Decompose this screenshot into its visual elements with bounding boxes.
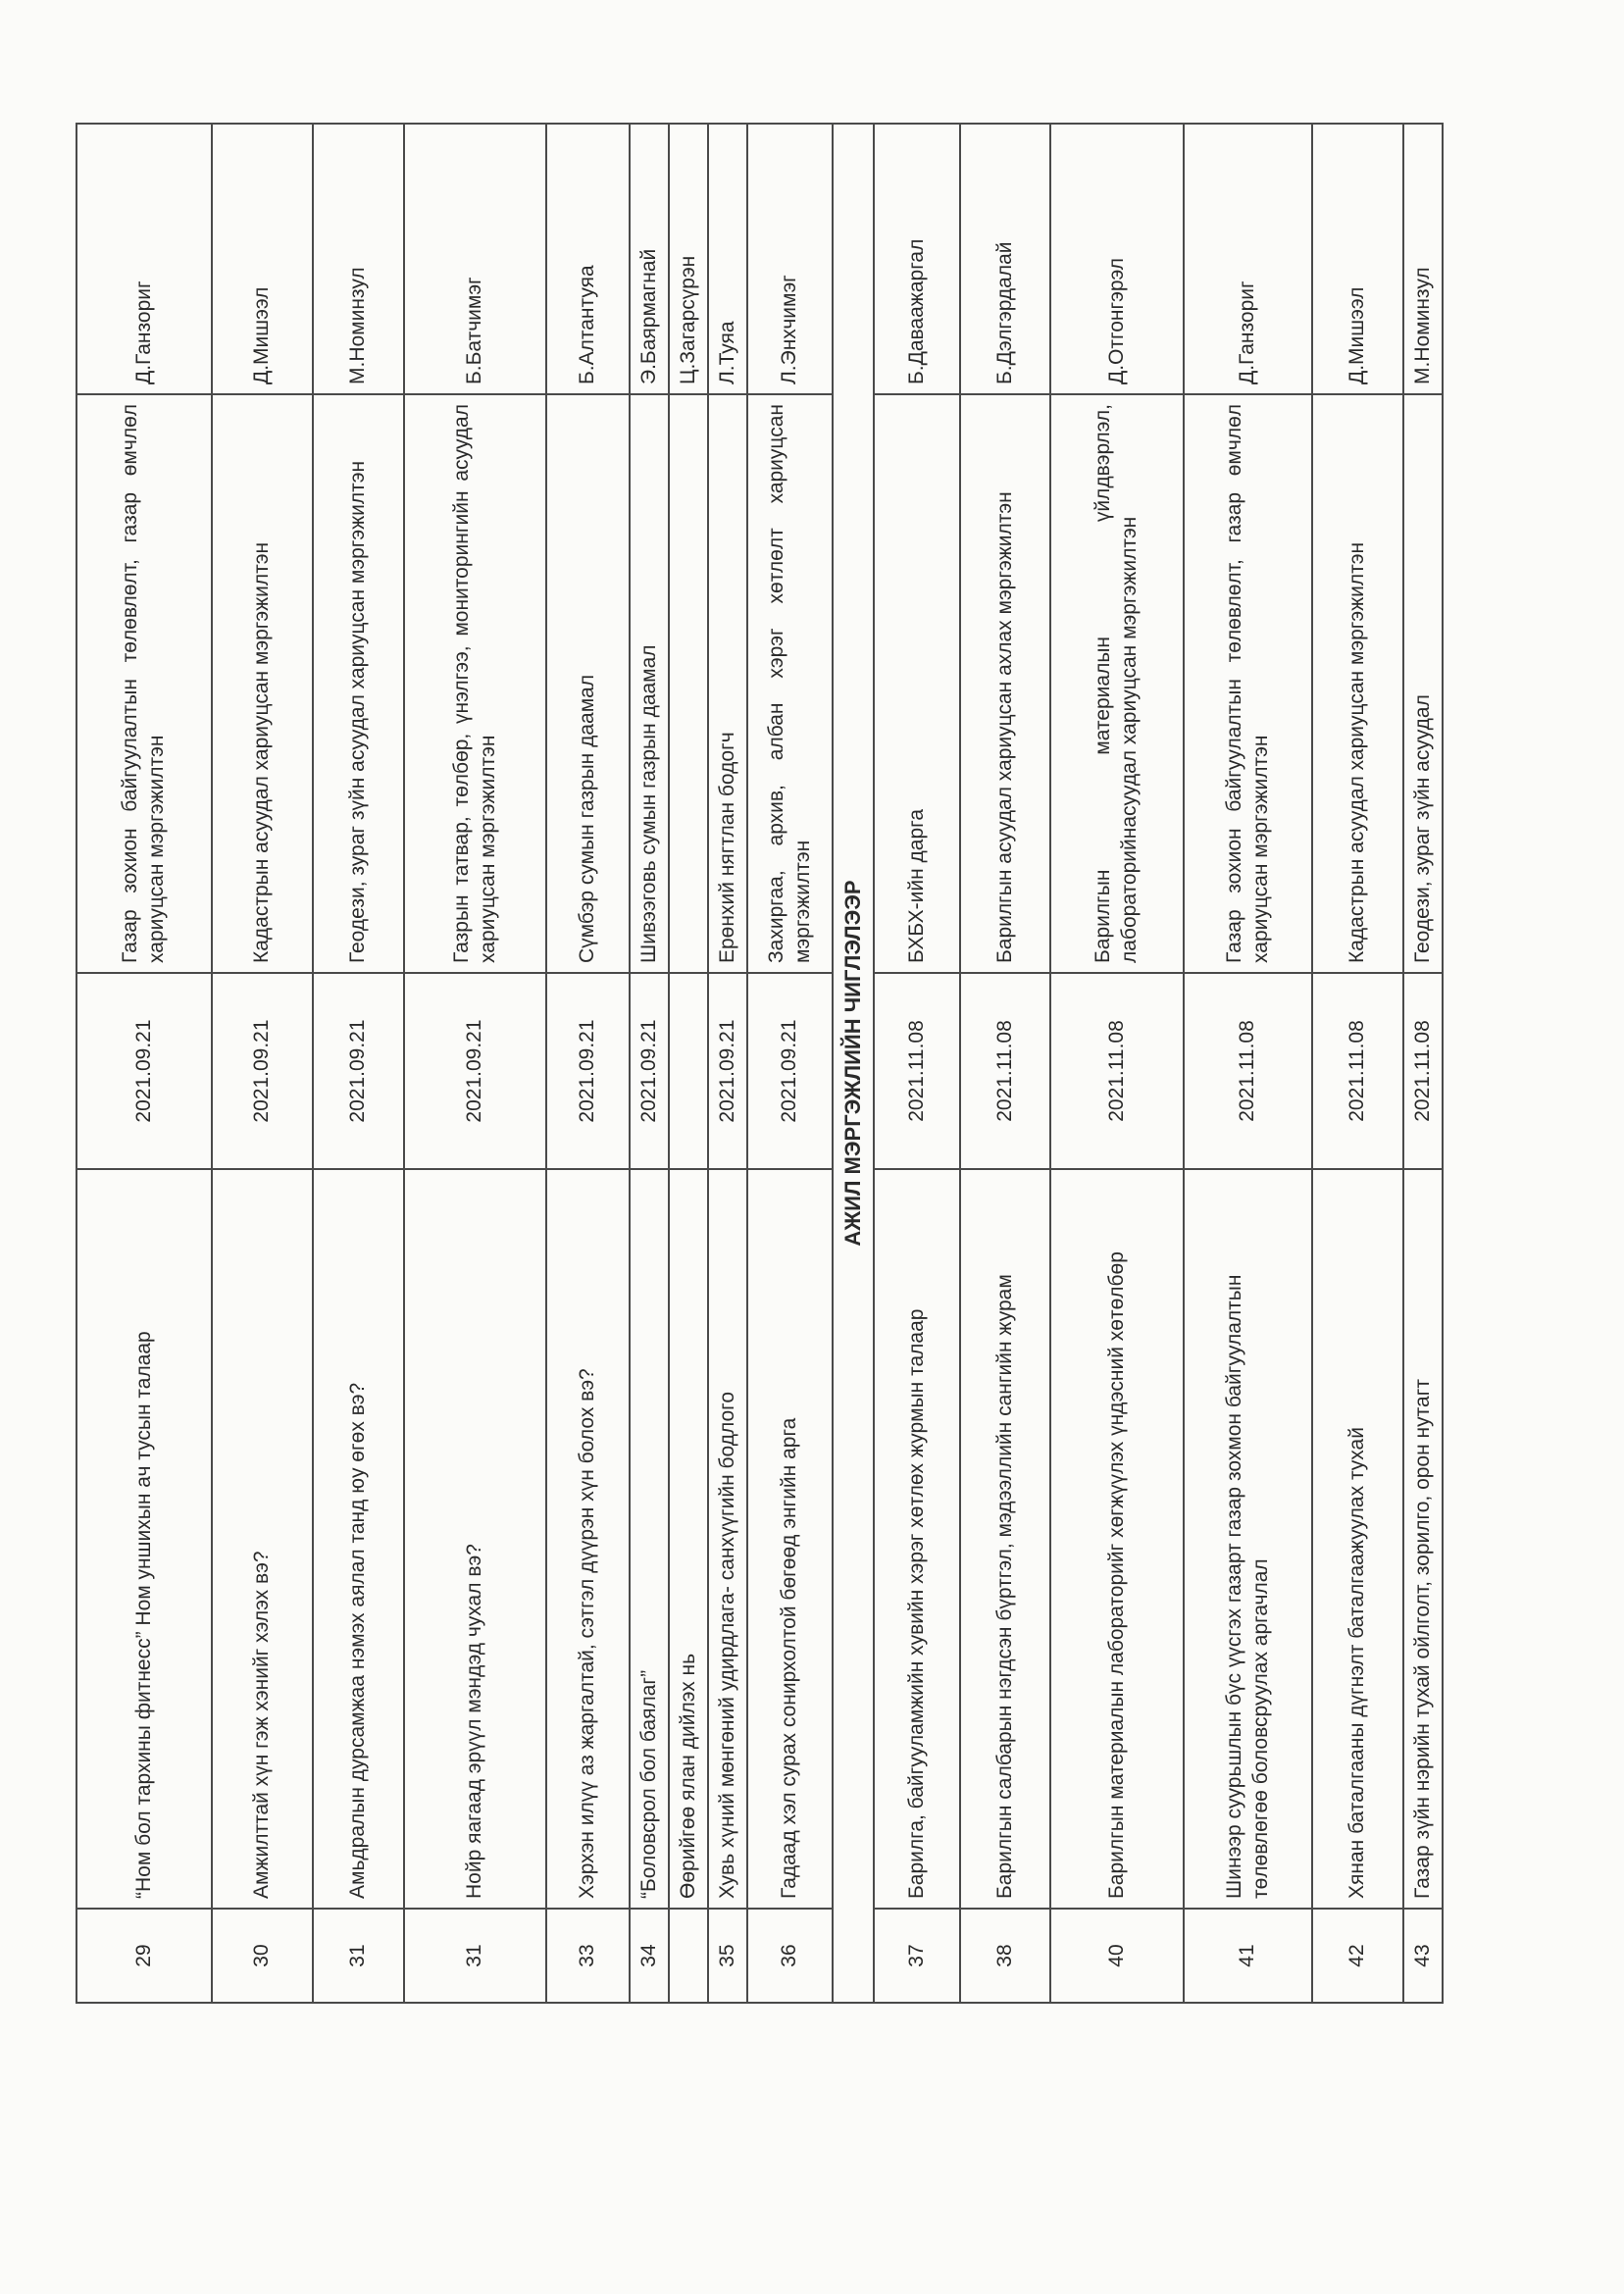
row-number: 38 <box>960 1909 1050 2003</box>
date-cell: 2021.11.08 <box>1050 973 1184 1169</box>
topic-cell: Хянан баталгааны дүгнэлт баталгаажуулах тухай <box>1312 1169 1403 1909</box>
topic-cell: Өөрийгөө ялан дийлэх нь <box>669 1169 708 1909</box>
table-row <box>404 124 546 2003</box>
row-number: 31 <box>313 1909 404 2003</box>
topic-cell: Газар зүйн нэрийн тухай ойлголт, зорилго, орон нутагт <box>1403 1169 1443 1909</box>
table-row <box>546 124 630 2003</box>
name-cell: Б.Дэлгэрдалай <box>960 124 1050 394</box>
table-row <box>313 124 404 2003</box>
name-cell: Л.Энхчимэг <box>747 124 833 394</box>
name-cell: Д.Отгонгэрэл <box>1050 124 1184 394</box>
name-cell: Ц.Загарсүрэн <box>669 124 708 394</box>
section-row <box>833 124 874 2003</box>
position-cell: Захиргаа, архив, албан хэрэг хөтлөлт хариуцсан мэргэжилтэн <box>747 394 833 973</box>
date-cell: 2021.09.21 <box>630 973 669 1169</box>
name-cell: Д.Ганзориг <box>1184 124 1312 394</box>
position-cell: Шивээговь сумын газрын даамал <box>630 394 669 973</box>
date-cell: 2021.09.21 <box>747 973 833 1169</box>
row-number: 37 <box>874 1909 960 2003</box>
position-cell: Кадастрын асуудал хариуцсан мэргэжилтэн <box>1312 394 1403 973</box>
position-cell: Сүмбэр сумын газрын даамал <box>546 394 630 973</box>
row-number: 31 <box>404 1909 546 2003</box>
date-cell: 2021.11.08 <box>1184 973 1312 1169</box>
position-cell: Ерөнхий нягтлан бодогч <box>708 394 747 973</box>
position-cell <box>669 394 708 973</box>
position-cell: Барилгын материалын үйлдвэрлэл, лабораторийнасуудал хариуцсан мэргэжилтэн <box>1050 394 1184 973</box>
row-number: 30 <box>212 1909 313 2003</box>
topic-cell: Барилгын салбарын нэгдсэн бүртгэл, мэдээллийн сангийн журам <box>960 1169 1050 1909</box>
topic-cell: “Ном бол тархины фитнесс” Ном уншихын ач тусын талаар <box>76 1169 212 1909</box>
date-cell: 2021.11.08 <box>1312 973 1403 1169</box>
table-row <box>874 124 960 2003</box>
date-cell: 2021.11.08 <box>1403 973 1443 1169</box>
position-cell: БХБХ-ийн дарга <box>874 394 960 973</box>
date-cell: 2021.11.08 <box>874 973 960 1169</box>
topic-cell: “Боловсрол бол баялаг” <box>630 1169 669 1909</box>
name-cell: Л.Туяа <box>708 124 747 394</box>
name-cell: Б.Алтантуяа <box>546 124 630 394</box>
name-cell: М.Номинзул <box>1403 124 1443 394</box>
row-number: 35 <box>708 1909 747 2003</box>
name-cell: Д.Мишээл <box>1312 124 1403 394</box>
name-cell: Д.Ганзориг <box>76 124 212 394</box>
table-row <box>960 124 1050 2003</box>
table-row <box>1312 124 1403 2003</box>
date-cell <box>669 973 708 1169</box>
date-cell: 2021.09.21 <box>546 973 630 1169</box>
topic-cell: Шинээр суурьшлын бүс үүсгэх газарт газар зохмон байгуулалтын төлөвлөгөө боловсруулах аргачлал <box>1184 1169 1312 1909</box>
row-number: 40 <box>1050 1909 1184 2003</box>
date-cell: 2021.11.08 <box>960 973 1050 1169</box>
row-number: 33 <box>546 1909 630 2003</box>
position-cell: Геодези, зураг зүйн асуудал хариуцсан мэргэжилтэн <box>313 394 404 973</box>
date-cell: 2021.09.21 <box>708 973 747 1169</box>
topic-cell: Нойр яагаад эрүүл мэндэд чухал вэ? <box>404 1169 546 1909</box>
section-heading: АЖИЛ МЭРГЭЖЛИЙН ЧИГЛЭЛЭЭР <box>833 124 874 2003</box>
topic-cell: Барилгын материалын лабораторийг хөгжүүлэх үндэсний хөтөлбөр <box>1050 1169 1184 1909</box>
date-cell: 2021.09.21 <box>313 973 404 1169</box>
row-number: 41 <box>1184 1909 1312 2003</box>
name-cell: Д.Мишээл <box>212 124 313 394</box>
table-row <box>747 124 833 2003</box>
date-cell: 2021.09.21 <box>212 973 313 1169</box>
table-row <box>1403 124 1443 2003</box>
position-cell: Барилгын асуудал хариуцсан ахлах мэргэжилтэн <box>960 394 1050 973</box>
row-number: 34 <box>630 1909 669 2003</box>
row-number: 36 <box>747 1909 833 2003</box>
row-number: 42 <box>1312 1909 1403 2003</box>
topic-cell: Хэрхэн илүү аз жаргалтай, сэтгэл дүүрэн хүн болох вэ? <box>546 1169 630 1909</box>
training-schedule-table <box>76 123 1444 2004</box>
position-cell: Кадастрын асуудал хариуцсан мэргэжилтэн <box>212 394 313 973</box>
date-cell: 2021.09.21 <box>76 973 212 1169</box>
topic-cell: Амжилттай хүн гэж хэнийг хэлэх вэ? <box>212 1169 313 1909</box>
topic-cell: Амьдралын дурсамжаа нэмэх аялал танд юу өгөх вэ? <box>313 1169 404 1909</box>
row-number: 29 <box>76 1909 212 2003</box>
position-cell: Газар зохион байгуулалтын төлөвлөлт, газар өмчлөл хариуцсан мэргэжилтэн <box>76 394 212 973</box>
table-row <box>76 124 212 2003</box>
table-row <box>669 124 708 2003</box>
table-row <box>1184 124 1312 2003</box>
position-cell: Газар зохион байгуулалтын төлөвлөлт, газар өмчлөл хариуцсан мэргэжилтэн <box>1184 394 1312 973</box>
name-cell: Б.Даваажаргал <box>874 124 960 394</box>
position-cell: Геодези, зураг зүйн асуудал <box>1403 394 1443 973</box>
table-row <box>708 124 747 2003</box>
topic-cell: Барилга, байгууламжийн хувийн хэрэг хөтлөх журмын талаар <box>874 1169 960 1909</box>
table-row <box>630 124 669 2003</box>
name-cell: Б.Батчимэг <box>404 124 546 394</box>
topic-cell: Хувь хүний мөнгөний удирдлага- санхүүгийн бодлого <box>708 1169 747 1909</box>
row-number: 43 <box>1403 1909 1443 2003</box>
name-cell: М.Номинзул <box>313 124 404 394</box>
table-row <box>212 124 313 2003</box>
name-cell: Э.Баярмагнай <box>630 124 669 394</box>
topic-cell: Гадаад хэл сурах сонирхолтой бөгөөд энгийн арга <box>747 1169 833 1909</box>
date-cell: 2021.09.21 <box>404 973 546 1169</box>
row-number <box>669 1909 708 2003</box>
table-row <box>1050 124 1184 2003</box>
position-cell: Газрын татвар, төлбөр, үнэлгээ, мониторингийн асуудал хариуцсан мэргэжилтэн <box>404 394 546 973</box>
